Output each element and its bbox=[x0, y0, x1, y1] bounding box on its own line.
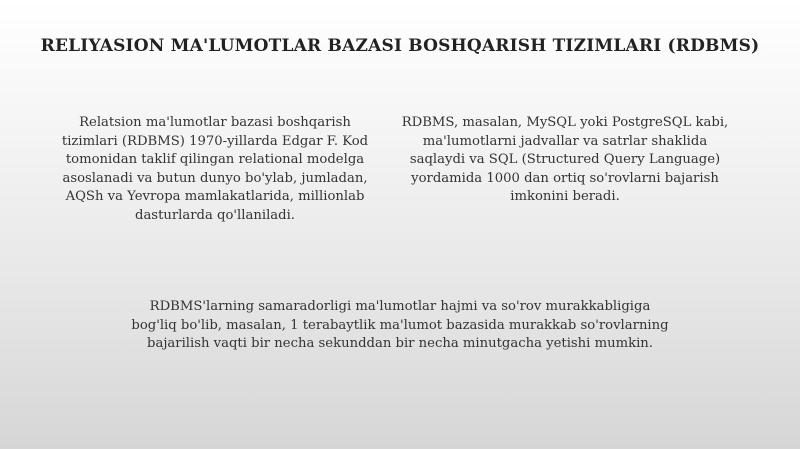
slide-title: RELIYASION MA'LUMOTLAR BAZASI BOSHQARISH TIZIMLARI (RDBMS) bbox=[40, 36, 760, 56]
right-paragraph: RDBMS, masalan, MySQL yoki PostgreSQL kabi, ma'lumotlarni jadvallar va satrlar shaklida saqlaydi va SQL (Structured Query Language) yordamida 1000 dan ortiq so'rovlarni bajarish imkonini beradi. bbox=[401, 115, 729, 205]
left-paragraph: Relatsion ma'lumotlar bazasi boshqarish tizimlari (RDBMS) 1970-yillarda Edgar F. Kod tomonidan taklif qilingan relational modelga asoslanadi va butun dunyo bo'ylab, jumladan, AQSh va Yevropa mamlakatlarida, millionlab dasturlarda qo'llaniladi. bbox=[61, 115, 369, 223]
bottom-paragraph: RDBMS'larning samaradorligi ma'lumotlar hajmi va so'rov murakkabligiga bog'liq bo'lib, masalan, 1 terabaytlik ma'lumot bazasida murakkab so'rovlarning bajarilish vaqti bir necha sekunddan bir necha minutgacha yetishi mumkin. bbox=[131, 299, 669, 352]
